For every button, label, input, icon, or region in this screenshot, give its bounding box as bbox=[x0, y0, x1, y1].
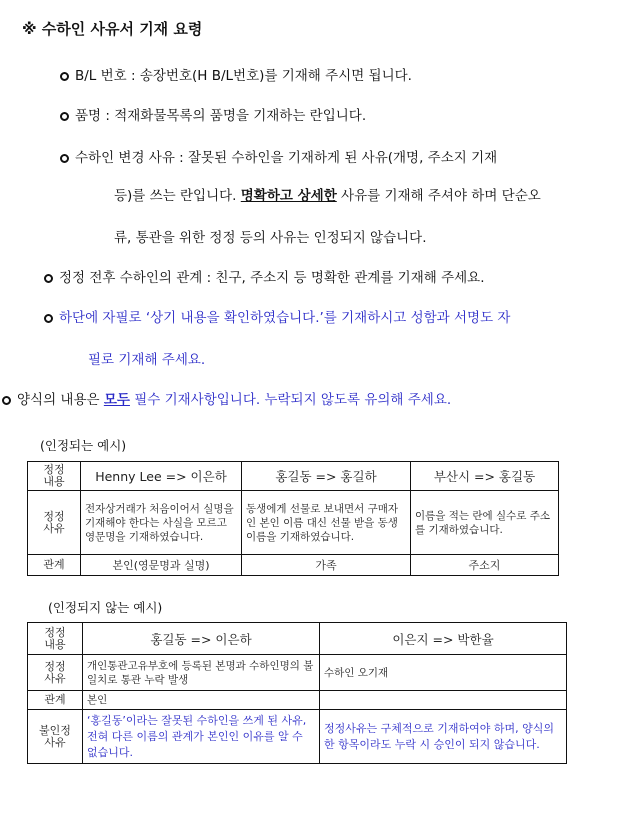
reason-emphasis: 명확하고 상세한 bbox=[240, 188, 337, 204]
accepted-relation-2: 가족 bbox=[242, 555, 411, 576]
rejected-reason-row bbox=[28, 655, 567, 691]
required-text-a: 양식의 내용은 bbox=[17, 392, 104, 408]
accepted-reason-1: 전자상거래가 처음이어서 실명을 기재해야 한다는 사실을 모르고 영문명을 기재하였습니다. bbox=[81, 491, 242, 555]
row-label-reason: 정정 사유 bbox=[28, 655, 83, 691]
reason-text-2c: 사유를 기재해 주셔야 하며 단순오 bbox=[336, 188, 541, 204]
accepted-relation-3: 주소지 bbox=[411, 555, 559, 576]
bullet-bl bbox=[60, 64, 412, 84]
row-label-why: 불인정 사유 bbox=[28, 710, 83, 764]
rejected-content-row bbox=[28, 623, 567, 655]
bullet-icon bbox=[44, 274, 53, 283]
sign-text-1: 하단에 자필로 ‘상기 내용을 확인하였습니다.’를 기재하시고 성함과 서명도 자 bbox=[59, 310, 511, 326]
reason-text-2a: 등)를 쓰는 란입니다. bbox=[114, 188, 241, 204]
rejected-relation-row bbox=[28, 691, 567, 710]
relation-text: 정정 전후 수하인의 관계 : 친구, 주소지 등 명확한 관계를 기재해 주세요. bbox=[59, 270, 485, 286]
accepted-table bbox=[27, 461, 559, 576]
row-label-content: 정정 내용 bbox=[28, 462, 81, 491]
bullet-icon bbox=[60, 154, 69, 163]
rejected-content-2: 이은지 => 박한율 bbox=[320, 623, 567, 655]
bullet-reason bbox=[60, 146, 497, 166]
row-label-reason: 정정 사유 bbox=[28, 491, 81, 555]
bullet-icon bbox=[44, 314, 53, 323]
rejected-why-1: ‘홍길동’이라는 잘못된 수하인을 쓰게 된 사유, 전혀 다른 이름의 관계가 본인인 이유를 알 수 없습니다. bbox=[83, 710, 320, 764]
product-text: 품명 : 적재화물목록의 품명을 기재하는 란입니다. bbox=[75, 108, 367, 124]
accepted-reason-3: 이름을 적는 란에 실수로 주소를 기재하였습니다. bbox=[411, 491, 559, 555]
reason-text-1: 수하인 변경 사유 : 잘못된 수하인을 기재하게 된 사유(개명, 주소지 기재 bbox=[75, 150, 498, 166]
rejected-caption: (인정되지 않는 예시) bbox=[48, 600, 163, 615]
bullet-required bbox=[2, 388, 451, 408]
accepted-content-2: 홍길동 => 홍길하 bbox=[242, 462, 411, 491]
bullet-sign bbox=[44, 306, 510, 326]
row-label-relation: 관계 bbox=[28, 691, 83, 710]
rejected-relation-1: 본인 bbox=[83, 691, 320, 710]
accepted-reason-2: 동생에게 선물로 보내면서 구매자인 본인 이름 대신 선물 받을 동생 이름을 기재하였습니다. bbox=[242, 491, 411, 555]
rejected-reason-2: 수하인 오기재 bbox=[320, 655, 567, 691]
accepted-reason-row bbox=[28, 491, 559, 555]
accepted-caption: (인정되는 예시) bbox=[40, 438, 127, 453]
bullet-icon bbox=[60, 72, 69, 81]
rejected-content-1: 홍길동 => 이은하 bbox=[83, 623, 320, 655]
page-title: ※ 수하인 사유서 기재 요령 bbox=[22, 20, 203, 38]
rejected-reason-1: 개인통관고유부호에 등록된 본명과 수하인명의 불일치로 통관 누락 발생 bbox=[83, 655, 320, 691]
rejected-relation-2 bbox=[320, 691, 567, 710]
row-label-content: 정정 내용 bbox=[28, 623, 83, 655]
row-label-relation: 관계 bbox=[28, 555, 81, 576]
accepted-content-1: Henny Lee => 이은하 bbox=[81, 462, 242, 491]
accepted-relation-row bbox=[28, 555, 559, 576]
bullet-icon bbox=[2, 396, 11, 405]
sign-text-2: 필로 기재해 주세요. bbox=[88, 352, 206, 368]
bullet-product bbox=[60, 104, 366, 124]
reason-text-3: 류, 통관을 위한 정정 등의 사유는 인정되지 않습니다. bbox=[114, 230, 427, 246]
accepted-content-3: 부산시 => 홍길동 bbox=[411, 462, 559, 491]
bullet-relation bbox=[44, 266, 484, 286]
bl-text: B/L 번호 : 송장번호(H B/L번호)를 기재해 주시면 됩니다. bbox=[75, 68, 412, 84]
reason-line-2 bbox=[114, 184, 541, 204]
required-text-c: 필수 기재사항입니다. 누락되지 않도록 유의해 주세요. bbox=[129, 392, 452, 408]
rejected-why-2: 정정사유는 구체적으로 기재하여야 하며, 양식의 한 항목이라도 누락 시 승인이 되지 않습니다. bbox=[320, 710, 567, 764]
accepted-relation-1: 본인(영문명과 실명) bbox=[81, 555, 242, 576]
accepted-content-row bbox=[28, 462, 559, 491]
bullet-icon bbox=[60, 112, 69, 121]
rejected-table bbox=[27, 622, 567, 764]
rejected-why-row bbox=[28, 710, 567, 764]
required-emphasis: 모두 bbox=[103, 392, 130, 408]
